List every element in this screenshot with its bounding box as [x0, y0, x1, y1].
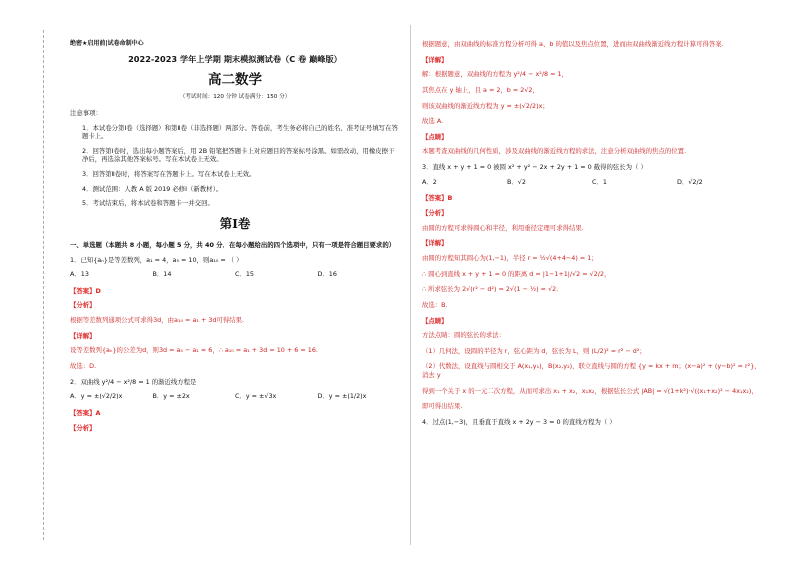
- q3-detail-label: 【详解】: [422, 239, 448, 248]
- q1-analysis: 根据等差数列通项公式可求得3d，由a₁₀ = a₁ + 3d可得结果.: [70, 316, 245, 325]
- binding-margin: [14, 30, 44, 540]
- q3-method-1: （1）几何法，设圆的半径为 r，弦心距为 d，弦长为 L，则 (L/2)² = r² − d²；: [422, 346, 646, 355]
- q2-comment: 本题考查双曲线的几何性质，涉及双曲线的渐近线方程的求法，注意分析双曲线的焦点的位置.: [422, 147, 687, 156]
- subject-title: 高二数学: [208, 72, 262, 89]
- confidential-line: 绝密★启用前|试卷命制中心: [70, 40, 144, 47]
- q3-answer: 【答案】B: [422, 194, 453, 203]
- q1-option-a: A．13: [70, 270, 89, 279]
- q1-choice: 故选：D.: [70, 362, 97, 371]
- q3-method-4: 即可得出结果.: [422, 402, 463, 411]
- q1-detail: 设等差数列{aₙ}的公差为d，则3d = a₅ − a₁ = 6，∴ a₁₀ = a₁ + 3d = 10 + 6 = 16.: [70, 346, 318, 355]
- exam-title: 2022-2023 学年上学期 期末模拟测试卷（C 卷 巅峰版）: [128, 54, 342, 65]
- q3-options: [422, 178, 762, 187]
- q3-choice: 故选：B.: [422, 300, 448, 309]
- column-divider: [410, 25, 411, 545]
- left-column: [70, 40, 400, 438]
- note-item-3: 3．回答第Ⅱ卷时，将答案写在答题卡上。写在本试卷上无效。: [82, 170, 256, 179]
- q1-answer: 【答案】D: [70, 286, 101, 295]
- right-column: [422, 40, 762, 433]
- q2-answer: 【答案】A: [70, 408, 101, 417]
- q1-analysis-label: 【分析】: [70, 301, 96, 310]
- q3-comment-label: 【点睛】: [422, 316, 448, 325]
- q1-options: [70, 270, 400, 279]
- q4-stem: 4．过点(1,−3)，且垂直于直线 x + 2y − 3 = 0 的直线方程为（ ）: [422, 418, 616, 427]
- part1-instruction: 一、单选题（本题共 8 小题，每小题 5 分，共 40 分．在每小题给出的四个选项中，只有一项是符合题目要求的）: [70, 240, 396, 249]
- q3-option-a: A．2: [422, 177, 437, 186]
- q3-comment: 方法点睛：圆的弦长的求法：: [422, 331, 506, 340]
- note-item-2: 2．回答第Ⅰ卷时，选出每小题答案后，用 2B 铅笔把答题卡上对应题目的答案标号涂黑。如需改动，用橡皮擦干净后，再选涂其他答案标号。写在本试卷上无效。: [82, 146, 395, 164]
- q2-option-b: B．y = ±2x: [152, 392, 190, 401]
- q1-option-b: B．14: [152, 270, 172, 279]
- part1-title: 第Ⅰ卷: [219, 216, 251, 232]
- q2-detail-label: 【详解】: [422, 55, 448, 64]
- q2-option-d: D．y = ±(1/2)x: [317, 392, 367, 401]
- q3-option-c: C．1: [592, 177, 607, 186]
- q2-detail-2: 其焦点在 y 轴上，且 a = 2，b = 2√2，: [422, 85, 539, 94]
- q3-analysis: 由圆的方程可求得圆心和半径，利用垂径定理可求得结果.: [422, 223, 584, 232]
- q2-options: [70, 392, 400, 401]
- q3-detail-3: ∴ 所求弦长为 2√(r² − d²) = 2√(1 − ½) = √2.: [422, 285, 559, 294]
- q1-detail-label: 【详解】: [70, 331, 96, 340]
- q2-choice: 故选 A.: [422, 117, 444, 126]
- note-item-4: 4．测试范围：人教 A 版 2019 必修Ⅰ（新教材）。: [82, 184, 223, 193]
- q2-detail-3: 则该双曲线的渐近线方程为 y = ±(√2/2)x；: [422, 101, 549, 110]
- q3-method-2: （2）代数法，设直线与圆相交于 A(x₁,y₁)，B(x₂,y₂)，联立直线与圆的方程 {y = kx + m；(x−a)² + (y−b)² = r²}，消去 y: [422, 362, 761, 380]
- q1-option-c: C．15: [235, 270, 254, 279]
- q2-stem: 2．双曲线 y²/4 − x²/8 = 1 的渐近线方程是: [70, 377, 197, 386]
- notes-heading: 注意事项：: [70, 108, 102, 117]
- q2-analysis-label: 【分析】: [70, 423, 96, 432]
- q2-analysis: 根据题意，由双曲线的标准方程分析可得 a、b 的值以及焦点位置，进而由双曲线渐近线方程计算可得答案.: [422, 40, 724, 48]
- q2-option-c: C．y = ±√3x: [235, 392, 277, 401]
- note-item-5: 5．考试结束后，将本试卷和答题卡一并交回。: [82, 199, 214, 208]
- q3-option-b: B．√2: [507, 177, 526, 186]
- q3-stem: 3．直线 x + y + 1 = 0 被圆 x² + y² − 2x + 2y + 1 = 0 截得的弦长为（ ）: [422, 163, 647, 172]
- q2-comment-label: 【点睛】: [422, 132, 448, 141]
- q2-option-a: A．y = ±(√2/2)x: [70, 392, 123, 401]
- q3-detail-1: 由圆的方程知其圆心为(1,−1)，半径 r = ½√(4+4−4) = 1；: [422, 253, 598, 262]
- q3-option-d: D．√2/2: [677, 177, 703, 186]
- q3-method-3: 得到一个关于 x 的一元二次方程，从而可求出 x₁ + x₂，x₁x₂，根据弦长公式 |AB| = √(1+k²)·√((x₁+x₂)² − 4x₁x₂)，: [422, 386, 758, 395]
- q1-option-d: D．16: [317, 270, 337, 279]
- note-item-1: 1．本试卷分第Ⅰ卷（选择题）和第Ⅱ卷（非选择题）两部分。答卷前，考生务必将自己的姓名、准考证号填写在答题卡上。: [82, 123, 398, 141]
- q2-detail-1: 解：根据题意，双曲线的方程为 y²/4 − x²/8 = 1，: [422, 70, 568, 79]
- q1-stem: 1．已知{aₙ}是等差数列，a₁ = 4，a₅ = 10，则a₁₀ = （ ）: [70, 255, 243, 264]
- q3-detail-2: ∴ 圆心到直线 x + y + 1 = 0 的距离 d = |1−1+1|/√2 = √2/2，: [422, 269, 611, 278]
- exam-info: （考试时间：120 分钟 试卷满分：150 分）: [179, 94, 291, 101]
- q3-analysis-label: 【分析】: [422, 209, 448, 218]
